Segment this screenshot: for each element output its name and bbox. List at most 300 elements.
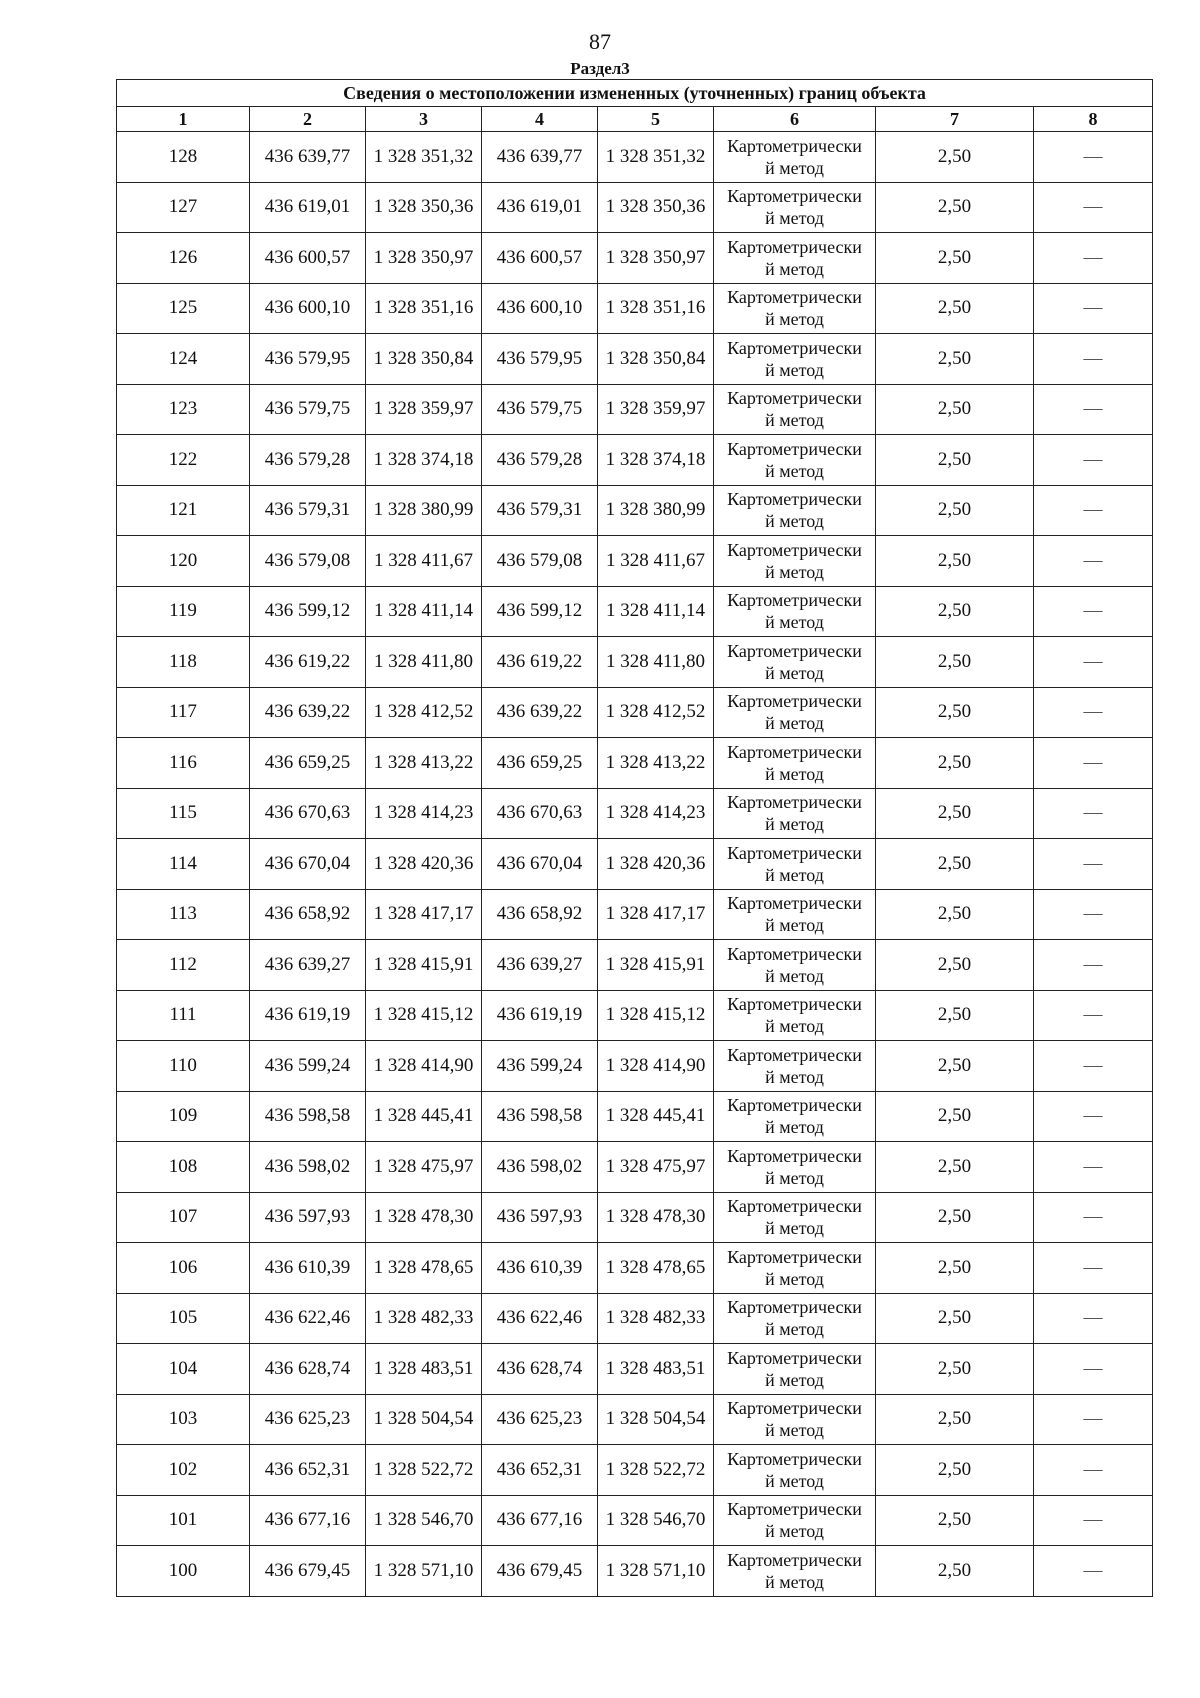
x-coordinate-new-cell: 436 677,16 [482,1495,598,1546]
table-row [117,839,1153,890]
method-cell [714,1344,876,1395]
method-line-2: й метод [765,309,824,330]
table-row [117,1142,1153,1193]
x-coordinate-cell: 436 670,63 [250,788,366,839]
y-coordinate-cell: 1 328 414,23 [366,788,482,839]
table-row [117,1344,1153,1395]
y-coordinate-cell: 1 328 350,36 [366,182,482,233]
point-number-cell: 128 [117,132,250,183]
y-coordinate-cell: 1 328 350,97 [366,233,482,284]
method-cell [714,1192,876,1243]
method-cell [714,182,876,233]
point-number-cell: 111 [117,990,250,1041]
y-coordinate-new-cell: 1 328 350,84 [598,334,714,385]
method-line-1: Картометрически [727,590,862,611]
accuracy-cell: 2,50 [876,586,1034,637]
point-number-cell: 104 [117,1344,250,1395]
accuracy-cell: 2,50 [876,738,1034,789]
x-coordinate-new-cell: 436 639,27 [482,940,598,991]
method-line-2: й метод [765,258,824,279]
method-line-1: Картометрически [727,1145,862,1166]
y-coordinate-new-cell: 1 328 351,16 [598,283,714,334]
x-coordinate-new-cell: 436 579,95 [482,334,598,385]
table-title: Сведения о местоположении измененных (уточненных) границ объекта [117,80,1153,107]
note-cell: — [1034,485,1153,536]
point-number-cell: 105 [117,1293,250,1344]
point-number-cell: 109 [117,1091,250,1142]
method-line-1: Картометрически [727,1044,862,1065]
y-coordinate-cell: 1 328 482,33 [366,1293,482,1344]
method-cell [714,334,876,385]
point-number-cell: 102 [117,1445,250,1496]
x-coordinate-cell: 436 598,02 [250,1142,366,1193]
y-coordinate-new-cell: 1 328 478,30 [598,1192,714,1243]
y-coordinate-cell: 1 328 415,12 [366,990,482,1041]
note-cell: — [1034,1243,1153,1294]
y-coordinate-new-cell: 1 328 413,22 [598,738,714,789]
method-line-1: Картометрически [727,1398,862,1419]
point-number-cell: 123 [117,384,250,435]
method-cell [714,586,876,637]
note-cell: — [1034,990,1153,1041]
method-cell [714,687,876,738]
accuracy-cell: 2,50 [876,1546,1034,1597]
x-coordinate-cell: 436 619,22 [250,637,366,688]
point-number-cell: 115 [117,788,250,839]
accuracy-cell: 2,50 [876,485,1034,536]
y-coordinate-cell: 1 328 351,16 [366,283,482,334]
x-coordinate-cell: 436 625,23 [250,1394,366,1445]
method-cell [714,283,876,334]
x-coordinate-cell: 436 579,08 [250,536,366,587]
table-row [117,586,1153,637]
y-coordinate-new-cell: 1 328 522,72 [598,1445,714,1496]
x-coordinate-new-cell: 436 619,19 [482,990,598,1041]
method-cell [714,1091,876,1142]
method-line-1: Картометрически [727,1499,862,1520]
method-cell [714,1546,876,1597]
method-line-1: Картометрически [727,236,862,257]
method-line-1: Картометрически [727,539,862,560]
method-line-1: Картометрически [727,691,862,712]
method-line-2: й метод [765,511,824,532]
x-coordinate-new-cell: 436 599,12 [482,586,598,637]
method-line-2: й метод [765,410,824,431]
x-coordinate-new-cell: 436 579,75 [482,384,598,435]
method-cell [714,1293,876,1344]
method-line-2: й метод [765,460,824,481]
point-number-cell: 126 [117,233,250,284]
column-number: 2 [250,107,366,132]
point-number-cell: 110 [117,1041,250,1092]
method-line-2: й метод [765,1268,824,1289]
accuracy-cell: 2,50 [876,687,1034,738]
y-coordinate-new-cell: 1 328 359,97 [598,384,714,435]
x-coordinate-cell: 436 579,95 [250,334,366,385]
point-number-cell: 119 [117,586,250,637]
x-coordinate-new-cell: 436 598,02 [482,1142,598,1193]
x-coordinate-new-cell: 436 598,58 [482,1091,598,1142]
note-cell: — [1034,1142,1153,1193]
point-number-cell: 106 [117,1243,250,1294]
accuracy-cell: 2,50 [876,435,1034,486]
x-coordinate-new-cell: 436 600,10 [482,283,598,334]
note-cell: — [1034,1546,1153,1597]
point-number-cell: 108 [117,1142,250,1193]
point-number-cell: 116 [117,738,250,789]
y-coordinate-cell: 1 328 478,30 [366,1192,482,1243]
note-cell: — [1034,1394,1153,1445]
method-cell [714,1041,876,1092]
column-number: 3 [366,107,482,132]
accuracy-cell: 2,50 [876,536,1034,587]
x-coordinate-new-cell: 436 599,24 [482,1041,598,1092]
method-line-2: й метод [765,763,824,784]
x-coordinate-new-cell: 436 628,74 [482,1344,598,1395]
accuracy-cell: 2,50 [876,182,1034,233]
method-line-1: Картометрически [727,1246,862,1267]
x-coordinate-cell: 436 679,45 [250,1546,366,1597]
method-line-1: Картометрически [727,489,862,510]
method-line-2: й метод [765,1470,824,1491]
method-line-2: й метод [765,1167,824,1188]
method-line-1: Картометрически [727,792,862,813]
note-cell: — [1034,637,1153,688]
y-coordinate-cell: 1 328 483,51 [366,1344,482,1395]
method-line-1: Картометрически [727,1448,862,1469]
boundary-coordinates-table [116,79,1153,1597]
method-line-1: Картометрически [727,287,862,308]
table-row [117,687,1153,738]
method-cell [714,435,876,486]
y-coordinate-new-cell: 1 328 546,70 [598,1495,714,1546]
method-line-1: Картометрически [727,186,862,207]
y-coordinate-cell: 1 328 546,70 [366,1495,482,1546]
x-coordinate-new-cell: 436 659,25 [482,738,598,789]
point-number-cell: 124 [117,334,250,385]
x-coordinate-cell: 436 599,12 [250,586,366,637]
x-coordinate-new-cell: 436 679,45 [482,1546,598,1597]
x-coordinate-new-cell: 436 619,22 [482,637,598,688]
y-coordinate-cell: 1 328 411,14 [366,586,482,637]
accuracy-cell: 2,50 [876,990,1034,1041]
method-line-2: й метод [765,359,824,380]
point-number-cell: 107 [117,1192,250,1243]
x-coordinate-cell: 436 610,39 [250,1243,366,1294]
table-row [117,637,1153,688]
method-line-1: Картометрически [727,1095,862,1116]
method-line-1: Картометрически [727,1196,862,1217]
method-line-1: Картометрически [727,943,862,964]
x-coordinate-new-cell: 436 619,01 [482,182,598,233]
point-number-cell: 113 [117,889,250,940]
table-row [117,940,1153,991]
y-coordinate-cell: 1 328 475,97 [366,1142,482,1193]
x-coordinate-new-cell: 436 579,28 [482,435,598,486]
y-coordinate-cell: 1 328 350,84 [366,334,482,385]
table-row [117,536,1153,587]
y-coordinate-cell: 1 328 412,52 [366,687,482,738]
x-coordinate-cell: 436 579,31 [250,485,366,536]
method-line-1: Картометрически [727,438,862,459]
y-coordinate-new-cell: 1 328 411,80 [598,637,714,688]
table-row [117,435,1153,486]
accuracy-cell: 2,50 [876,1495,1034,1546]
method-line-1: Картометрически [727,135,862,156]
method-line-2: й метод [765,1319,824,1340]
y-coordinate-cell: 1 328 380,99 [366,485,482,536]
y-coordinate-new-cell: 1 328 414,23 [598,788,714,839]
table-row [117,1495,1153,1546]
x-coordinate-new-cell: 436 652,31 [482,1445,598,1496]
accuracy-cell: 2,50 [876,283,1034,334]
x-coordinate-cell: 436 628,74 [250,1344,366,1395]
x-coordinate-new-cell: 436 639,22 [482,687,598,738]
method-line-2: й метод [765,1420,824,1441]
table-row [117,788,1153,839]
x-coordinate-cell: 436 579,28 [250,435,366,486]
method-line-2: й метод [765,864,824,885]
point-number-cell: 125 [117,283,250,334]
note-cell: — [1034,132,1153,183]
table-row [117,1243,1153,1294]
x-coordinate-cell: 436 639,22 [250,687,366,738]
y-coordinate-new-cell: 1 328 445,41 [598,1091,714,1142]
y-coordinate-new-cell: 1 328 420,36 [598,839,714,890]
x-coordinate-new-cell: 436 625,23 [482,1394,598,1445]
y-coordinate-cell: 1 328 411,80 [366,637,482,688]
note-cell: — [1034,182,1153,233]
accuracy-cell: 2,50 [876,1091,1034,1142]
method-cell [714,536,876,587]
table-row [117,384,1153,435]
method-line-1: Картометрически [727,1347,862,1368]
point-number-cell: 122 [117,435,250,486]
method-line-1: Картометрически [727,893,862,914]
method-cell [714,1394,876,1445]
x-coordinate-new-cell: 436 658,92 [482,889,598,940]
x-coordinate-cell: 436 639,77 [250,132,366,183]
method-cell [714,233,876,284]
table-row [117,738,1153,789]
accuracy-cell: 2,50 [876,233,1034,284]
x-coordinate-cell: 436 579,75 [250,384,366,435]
method-line-2: й метод [765,561,824,582]
accuracy-cell: 2,50 [876,889,1034,940]
accuracy-cell: 2,50 [876,1394,1034,1445]
method-line-1: Картометрически [727,842,862,863]
table-row [117,1293,1153,1344]
y-coordinate-cell: 1 328 359,97 [366,384,482,435]
method-cell [714,637,876,688]
column-number: 4 [482,107,598,132]
note-cell: — [1034,687,1153,738]
x-coordinate-cell: 436 600,10 [250,283,366,334]
method-line-2: й метод [765,1066,824,1087]
accuracy-cell: 2,50 [876,1243,1034,1294]
method-line-1: Картометрически [727,1549,862,1570]
method-line-2: й метод [765,965,824,986]
x-coordinate-cell: 436 598,58 [250,1091,366,1142]
method-line-2: й метод [765,1117,824,1138]
x-coordinate-cell: 436 658,92 [250,889,366,940]
x-coordinate-new-cell: 436 600,57 [482,233,598,284]
y-coordinate-new-cell: 1 328 351,32 [598,132,714,183]
table-row [117,1041,1153,1092]
note-cell: — [1034,334,1153,385]
x-coordinate-cell: 436 619,19 [250,990,366,1041]
x-coordinate-new-cell: 436 610,39 [482,1243,598,1294]
note-cell: — [1034,586,1153,637]
method-cell [714,1445,876,1496]
accuracy-cell: 2,50 [876,788,1034,839]
x-coordinate-cell: 436 652,31 [250,1445,366,1496]
y-coordinate-cell: 1 328 414,90 [366,1041,482,1092]
note-cell: — [1034,940,1153,991]
accuracy-cell: 2,50 [876,132,1034,183]
point-number-cell: 100 [117,1546,250,1597]
note-cell: — [1034,1495,1153,1546]
method-cell [714,940,876,991]
table-row [117,132,1153,183]
method-line-2: й метод [765,1016,824,1037]
y-coordinate-cell: 1 328 413,22 [366,738,482,789]
method-cell [714,1495,876,1546]
column-number: 8 [1034,107,1153,132]
note-cell: — [1034,384,1153,435]
x-coordinate-cell: 436 670,04 [250,839,366,890]
table-row [117,1546,1153,1597]
table-title-row [117,80,1153,107]
method-cell [714,788,876,839]
method-line-2: й метод [765,1571,824,1592]
method-line-2: й метод [765,662,824,683]
x-coordinate-cell: 436 619,01 [250,182,366,233]
table-row [117,485,1153,536]
point-number-cell: 117 [117,687,250,738]
method-cell [714,1142,876,1193]
method-line-2: й метод [765,915,824,936]
y-coordinate-new-cell: 1 328 414,90 [598,1041,714,1092]
method-line-1: Картометрически [727,1297,862,1318]
x-coordinate-cell: 436 600,57 [250,233,366,284]
point-number-cell: 103 [117,1394,250,1445]
y-coordinate-new-cell: 1 328 350,97 [598,233,714,284]
point-number-cell: 118 [117,637,250,688]
note-cell: — [1034,788,1153,839]
method-line-2: й метод [765,1218,824,1239]
x-coordinate-new-cell: 436 639,77 [482,132,598,183]
y-coordinate-cell: 1 328 571,10 [366,1546,482,1597]
table-row [117,233,1153,284]
column-number: 1 [117,107,250,132]
y-coordinate-cell: 1 328 417,17 [366,889,482,940]
x-coordinate-cell: 436 677,16 [250,1495,366,1546]
table-row [117,1445,1153,1496]
note-cell: — [1034,1192,1153,1243]
y-coordinate-cell: 1 328 445,41 [366,1091,482,1142]
method-cell [714,485,876,536]
method-cell [714,839,876,890]
method-line-2: й метод [765,1369,824,1390]
table-row [117,1192,1153,1243]
accuracy-cell: 2,50 [876,1293,1034,1344]
note-cell: — [1034,233,1153,284]
column-numbers-row [117,107,1153,132]
y-coordinate-new-cell: 1 328 374,18 [598,435,714,486]
x-coordinate-new-cell: 436 670,63 [482,788,598,839]
column-number: 5 [598,107,714,132]
y-coordinate-new-cell: 1 328 411,14 [598,586,714,637]
note-cell: — [1034,839,1153,890]
table-row [117,182,1153,233]
x-coordinate-cell: 436 599,24 [250,1041,366,1092]
method-line-1: Картометрически [727,994,862,1015]
method-cell [714,1243,876,1294]
x-coordinate-cell: 436 659,25 [250,738,366,789]
y-coordinate-new-cell: 1 328 475,97 [598,1142,714,1193]
accuracy-cell: 2,50 [876,1192,1034,1243]
y-coordinate-cell: 1 328 420,36 [366,839,482,890]
method-cell [714,889,876,940]
y-coordinate-new-cell: 1 328 350,36 [598,182,714,233]
y-coordinate-cell: 1 328 374,18 [366,435,482,486]
accuracy-cell: 2,50 [876,384,1034,435]
accuracy-cell: 2,50 [876,1142,1034,1193]
method-line-1: Картометрически [727,388,862,409]
point-number-cell: 121 [117,485,250,536]
point-number-cell: 127 [117,182,250,233]
y-coordinate-cell: 1 328 415,91 [366,940,482,991]
note-cell: — [1034,1091,1153,1142]
table-row [117,334,1153,385]
method-line-1: Картометрически [727,640,862,661]
y-coordinate-new-cell: 1 328 417,17 [598,889,714,940]
y-coordinate-new-cell: 1 328 482,33 [598,1293,714,1344]
method-cell [714,132,876,183]
column-number: 6 [714,107,876,132]
y-coordinate-new-cell: 1 328 478,65 [598,1243,714,1294]
method-cell [714,990,876,1041]
table-row [117,283,1153,334]
table-body [117,132,1153,1597]
y-coordinate-new-cell: 1 328 415,12 [598,990,714,1041]
y-coordinate-new-cell: 1 328 380,99 [598,485,714,536]
note-cell: — [1034,536,1153,587]
method-line-2: й метод [765,814,824,835]
note-cell: — [1034,1293,1153,1344]
y-coordinate-new-cell: 1 328 411,67 [598,536,714,587]
x-coordinate-new-cell: 436 579,31 [482,485,598,536]
method-line-1: Картометрически [727,741,862,762]
page-number: 87 [589,29,611,54]
method-line-2: й метод [765,157,824,178]
note-cell: — [1034,889,1153,940]
note-cell: — [1034,435,1153,486]
y-coordinate-cell: 1 328 478,65 [366,1243,482,1294]
accuracy-cell: 2,50 [876,334,1034,385]
note-cell: — [1034,1344,1153,1395]
method-cell [714,738,876,789]
accuracy-cell: 2,50 [876,839,1034,890]
table-row [117,889,1153,940]
y-coordinate-new-cell: 1 328 412,52 [598,687,714,738]
y-coordinate-new-cell: 1 328 483,51 [598,1344,714,1395]
method-line-2: й метод [765,612,824,633]
method-cell [714,384,876,435]
y-coordinate-cell: 1 328 351,32 [366,132,482,183]
method-line-1: Картометрически [727,337,862,358]
